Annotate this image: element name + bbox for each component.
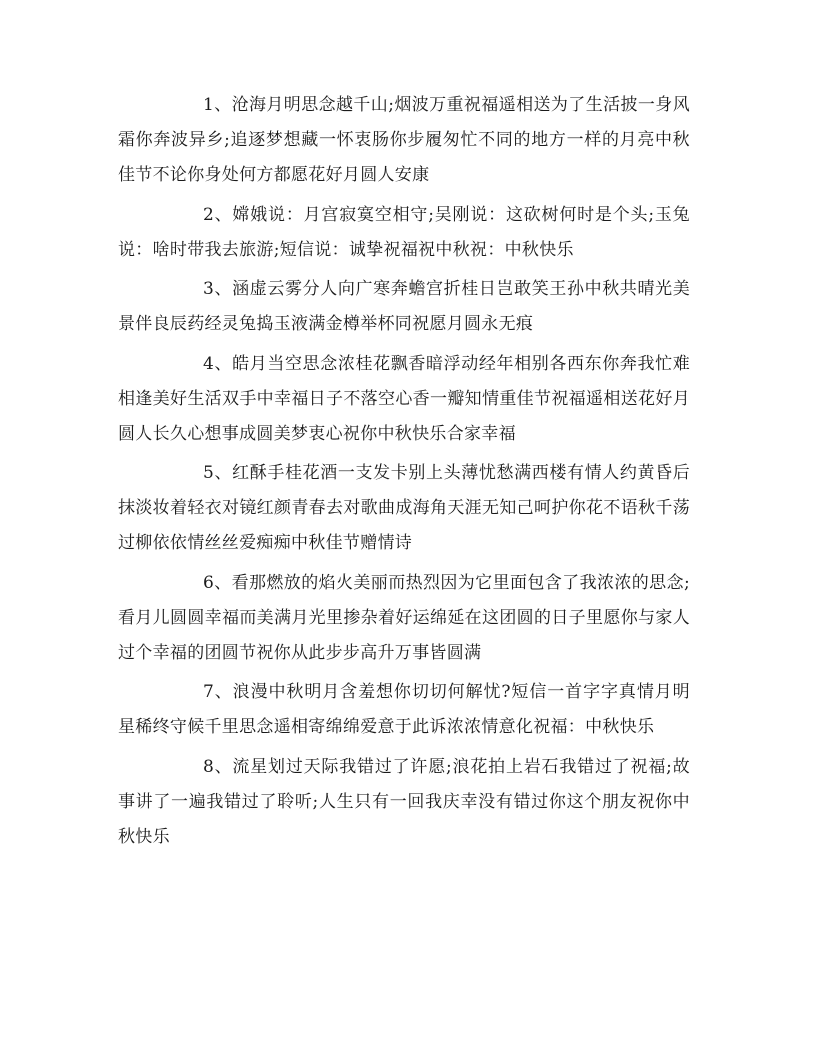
paragraph-5: 5、红酥手桂花酒一支发卡别上头薄忧愁满西楼有情人约黄昏后抹淡妆着轻衣对镜红颜青春去对歌曲成海角天涯无知己呵护你花不语秋千荡过柳依依情丝丝爱痴痴中秋佳节赠情诗 <box>118 463 690 553</box>
paragraph-7: 7、浪漫中秋明月含羞想你切切何解忧?短信一首字字真情月明星稀终守候千里思念遥相寄绵绵爱意于此诉浓浓情意化祝福：中秋快乐 <box>118 682 690 737</box>
paragraph-2: 2、嫦娥说：月宫寂寞空相守;吴刚说：这砍树何时是个头;玉兔说：啥时带我去旅游;短信说：诚挚祝福祝中秋祝：中秋快乐 <box>118 204 690 260</box>
paragraph-6: 6、看那燃放的焰火美丽而热烈因为它里面包含了我浓浓的思念;看月儿圆圆幸福而美满月光里掺杂着好运绵延在这团圆的日子里愿你与家人过个幸福的团圆节祝你从此步步高升万事皆圆满 <box>118 572 690 663</box>
paragraph-1: 1、沧海月明思念越千山;烟波万重祝福遥相送为了生活披一身风霜你奔波异乡;追逐梦想藏一怀衷肠你步履匆忙不同的地方一样的月亮中秋佳节不论你身处何方都愿花好月圆人安康 <box>118 95 690 185</box>
paragraph-4: 4、皓月当空思念浓桂花飘香暗浮动经年相别各西东你奔我忙难相逢美好生活双手中幸福日子不落空心香一瓣知情重佳节祝福遥相送花好月圆人长久心想事成圆美梦衷心祝你中秋快乐合家幸福 <box>118 353 690 444</box>
paragraph-3: 3、涵虚云雾分人向广寒奔蟾宫折桂日岂敢笑王孙中秋共晴光美景伴良辰药经灵兔捣玉液满金樽举杯同祝愿月圆永无痕 <box>118 279 690 334</box>
document-body <box>118 88 690 859</box>
paragraph-8: 8、流星划过天际我错过了许愿;浪花拍上岩石我错过了祝福;故事讲了一遍我错过了聆听;人生只有一回我庆幸没有错过你这个朋友祝你中秋快乐 <box>118 756 690 847</box>
